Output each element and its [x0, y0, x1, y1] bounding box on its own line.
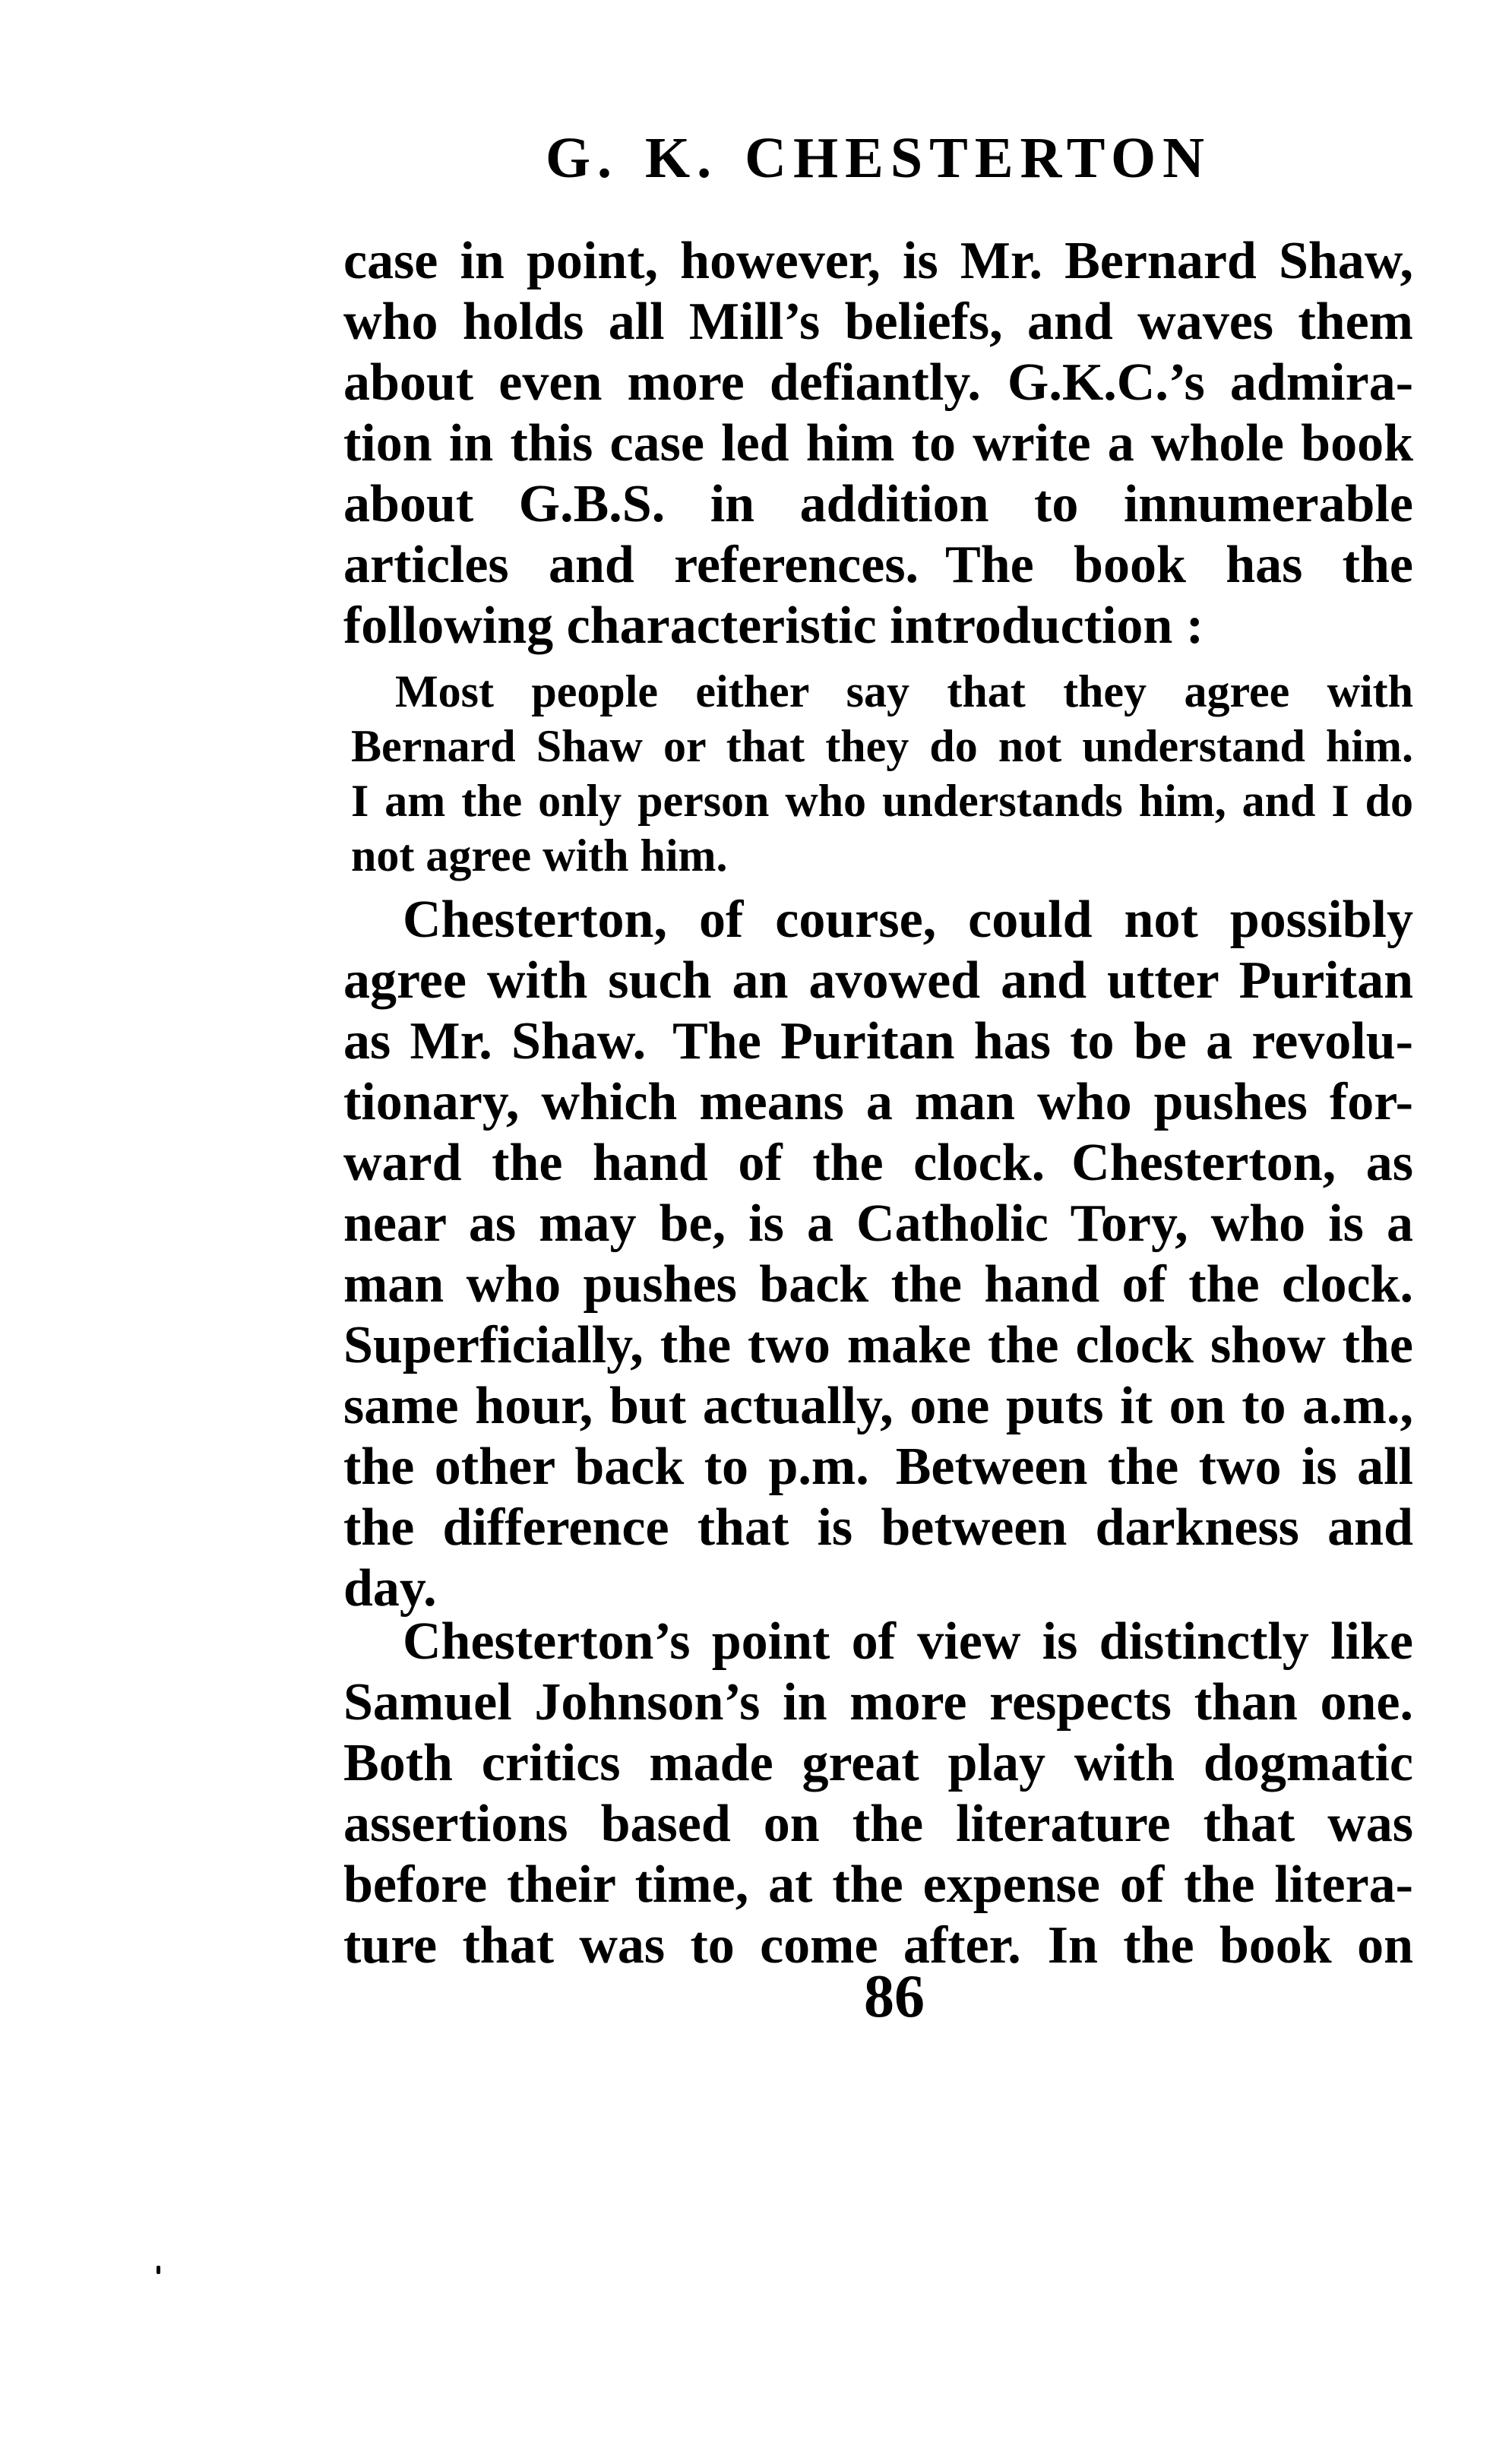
text-line: before their time, at the expense of the litera- — [343, 1855, 1413, 1914]
paragraph-2 — [343, 890, 1413, 1619]
text-line: Chesterton, of course, could not possibly — [403, 890, 1413, 949]
text-line: near as may be, is a Catholic Tory, who is a — [343, 1194, 1413, 1253]
text-line: who holds all Mill’s beliefs, and waves them — [343, 293, 1413, 351]
text-line: about even more defiantly. G.K.C.’s admira- — [343, 353, 1413, 412]
text-line: same hour, but actually, one puts it on to a.m., — [343, 1377, 1413, 1435]
text-line: as Mr. Shaw. The Puritan has to be a revolu- — [343, 1012, 1413, 1071]
block-quotation — [351, 664, 1413, 883]
text-line: day. — [343, 1559, 437, 1618]
text-line: Most people either say that they agree with — [395, 666, 1413, 716]
text-line: about G.B.S. in addition to innumerable — [343, 475, 1413, 533]
paragraph-3 — [343, 1612, 1413, 1976]
text-line: tion in this case led him to write a whole book — [343, 414, 1413, 473]
text-line: Samuel Johnson’s in more respects than one. — [343, 1673, 1413, 1732]
text-line: tionary, which means a man who pushes for- — [343, 1073, 1413, 1131]
text-line: articles and references. The book has the — [343, 536, 1413, 594]
text-line: not agree with him. — [351, 830, 728, 881]
page-number: 86 — [864, 1963, 925, 2030]
text-line: case in point, however, is Mr. Bernard Shaw, — [343, 232, 1413, 290]
text-line: the other back to p.m. Between the two is all — [343, 1438, 1413, 1496]
text-line: man who pushes back the hand of the clock. — [343, 1255, 1413, 1314]
text-line: the difference that is between darkness and — [343, 1498, 1413, 1557]
text-line: agree with such an avowed and utter Puritan — [343, 951, 1413, 1010]
text-line: Bernard Shaw or that they do not understand him. — [351, 721, 1413, 771]
text-line: ture that was to come after. In the book on — [343, 1916, 1413, 1975]
text-line: Both critics made great play with dogmatic — [343, 1734, 1413, 1792]
text-line: Chesterton’s point of view is distinctly like — [403, 1612, 1413, 1671]
paragraph-1 — [343, 231, 1413, 656]
text-line: assertions based on the literature that was — [343, 1795, 1413, 1853]
ink-speck — [157, 2266, 160, 2274]
text-line: Superficially, the two make the clock show the — [343, 1316, 1413, 1374]
running-head: G. K. CHESTERTON — [545, 126, 1212, 190]
text-line: ward the hand of the clock. Chesterton, as — [343, 1134, 1413, 1192]
text-line: I am the only person who understands him, and I do — [351, 776, 1413, 826]
text-line: following characteristic introduction : — [343, 596, 1204, 655]
